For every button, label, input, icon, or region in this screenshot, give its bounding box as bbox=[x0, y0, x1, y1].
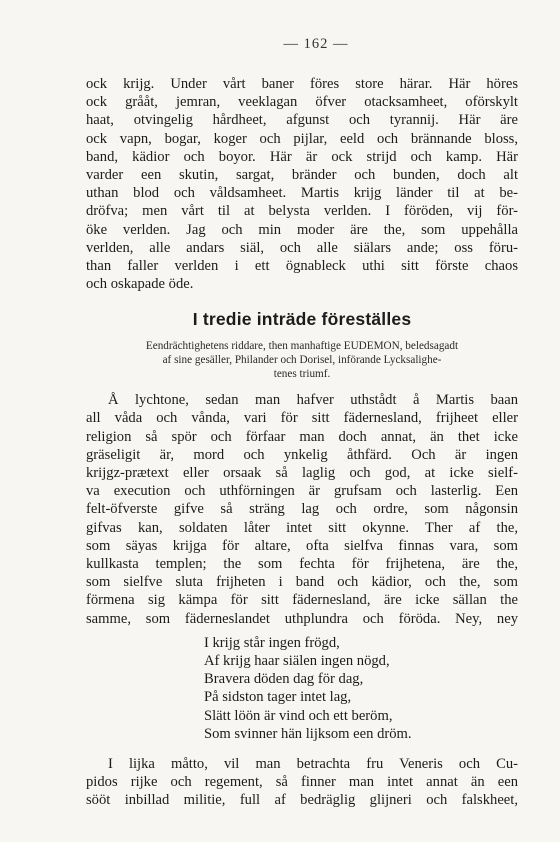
text-line: band, kädior och boyor. Här är ock strijd och kamp. Här bbox=[86, 148, 518, 165]
verse-line: Bravera döden dag för dag, bbox=[204, 671, 364, 688]
text-line: va execution och uthförningen är grufsam och lasterlig. Een bbox=[86, 483, 518, 500]
text-line: förmena sig kämpa för sitt fädernesland, äre icke sällan the bbox=[86, 592, 518, 609]
text-line: I lijka måtto, vil man betrachta fru Veneris och Cu- bbox=[108, 756, 518, 773]
text-line: uthan blod och våldsamheet. Martis krijg länder til at be- bbox=[86, 185, 518, 202]
verse-line: Slätt löön är vind och ett beröm, bbox=[204, 707, 393, 724]
text-line: ock vapn, bogar, koger och pijlar, eeld och brännande bloss, bbox=[86, 130, 518, 147]
text-line: gifvas kan, soldaten låter intet sitt okynne. Ther af the, bbox=[86, 519, 518, 536]
paragraph-1 bbox=[86, 75, 518, 293]
section-heading: I tredie inträde föreställes bbox=[192, 309, 412, 330]
subheading-line: Eendrächtighetens riddare, then manhaftige EUDEMON, beledsagadt bbox=[145, 340, 459, 353]
page-number: — 162 — bbox=[283, 36, 349, 52]
text-line: verlden, alle andars siäl, och alle siälars ande; oss föru- bbox=[86, 239, 518, 256]
text-line: varder een skutin, sargat, bränder och bunden, doch alt bbox=[86, 167, 518, 184]
text-line: öke verlden. Jag och min moder äre the, som uppehålla bbox=[86, 221, 518, 238]
verse-line: I krijg står ingen frögd, bbox=[204, 634, 340, 651]
text-line: Å lychtone, sedan man hafver uthstådt å Martis baan bbox=[108, 392, 518, 409]
subheading-line: af sine gesäller, Philander och Dorisel, införande Lycksalighe- bbox=[162, 354, 442, 367]
text-line: haat, otvingelig hårdheet, afgunst och tyrannij. Här äre bbox=[86, 112, 518, 129]
text-line: felt-öfverste gifve så sträng lag och ordre, som någonsin bbox=[86, 501, 518, 518]
text-line: gräseligit är, mord och ynkelig åthfärd. Och är ingen bbox=[86, 446, 518, 463]
text-line: dröfva; men vårt til at belysta verlden. I föröden, vij för- bbox=[86, 203, 518, 220]
verse-line: På sidston tager intet lag, bbox=[204, 689, 352, 706]
text-line: som sielfve sluta frijheten i band och kädior, och the, som bbox=[86, 574, 518, 591]
text-line: och oskapade öde. bbox=[86, 276, 194, 293]
text-line: ock grååt, jemran, veeklagan öfver otacksamheet, oförskylt bbox=[86, 94, 518, 111]
page bbox=[86, 36, 518, 810]
verse-line: Af krijg haar siälen ingen nögd, bbox=[204, 653, 390, 670]
verse bbox=[204, 634, 518, 743]
verse-line: Som svinner hän lijksom een dröm. bbox=[204, 725, 412, 742]
text-line: religion så spör och förfaar man doch annat, än thet icke bbox=[86, 428, 518, 445]
text-line: sööt inbillad militie, full af bedräglig glijneri och falskheet, bbox=[86, 792, 518, 809]
text-line: som säyas krijga för altare, ofta sielfva finnas vara, som bbox=[86, 537, 518, 554]
text-line: all våda och vånda, vari för sitt fädernesland, frijheet eller bbox=[86, 410, 518, 427]
text-line: ock krijg. Under vårt baner föres store härar. Här höres bbox=[86, 76, 518, 92]
text-line: samme, som fäderneslandet uthplundra och föröda. Ney, ney bbox=[86, 610, 518, 627]
paragraph-2 bbox=[86, 391, 518, 628]
text-line: krijgz-prætext eller orsaak så laglig och god, at icke sielf- bbox=[86, 465, 518, 482]
subheading-line: tenes triumf. bbox=[273, 367, 331, 380]
text-line: than faller verlden i ett ögnableck uthi sitt förste chaos bbox=[86, 258, 518, 275]
section-subheading bbox=[86, 340, 518, 381]
text-line: kullkasta templen; the som fechta för frijhetena, äre the, bbox=[86, 556, 518, 573]
text-line: pidos rijke och regement, så finner man intet annat än een bbox=[86, 774, 518, 791]
paragraph-3 bbox=[86, 755, 518, 810]
